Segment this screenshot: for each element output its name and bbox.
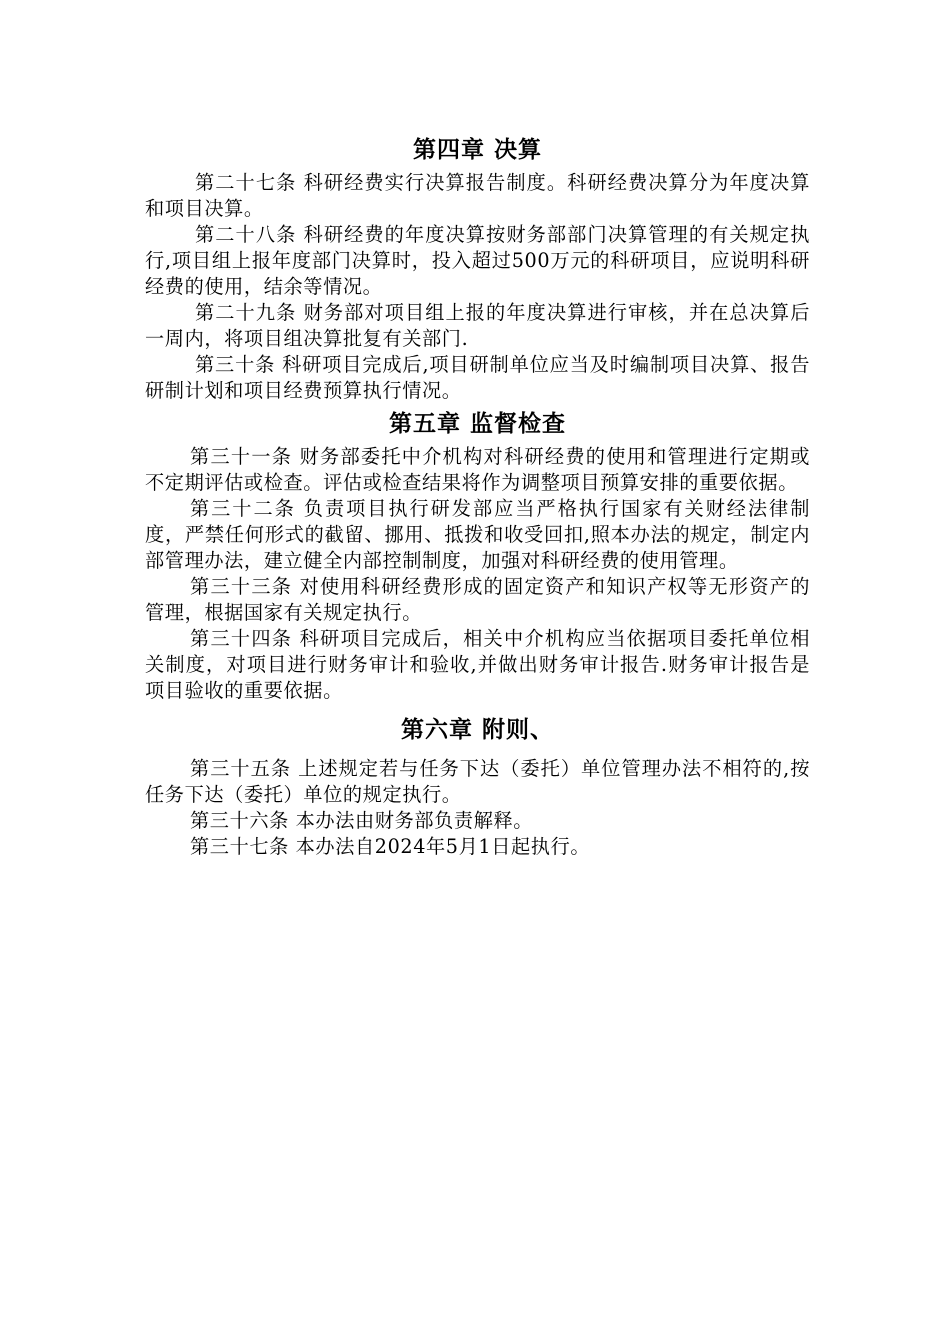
chapter-6-title: 第六章 附则、 [400,717,554,743]
article-35: 第三十五条 上述规定若与任务下达（委托）单位管理办法不相符的,按任务下达（委托）单位的规定执行。 [145,757,810,806]
article-34: 第三十四条 科研项目完成后，相关中介机构应当依据项目委托单位相关制度，对项目进行财务审计和验收,并做出财务审计报告.财务审计报告是项目验收的重要依据。 [145,627,810,702]
article-29: 第二十九条 财务部对项目组上报的年度决算进行审核，并在总决算后一周内，将项目组决算批复有关部门. [145,301,810,350]
article-36: 第三十六条 本办法由财务部负责解释。 [190,809,534,832]
article-27: 第二十七条 科研经费实行决算报告制度。科研经费决算分为年度决算和项目决算。 [145,171,810,220]
article-30: 第三十条 科研项目完成后,项目研制单位应当及时编制项目决算、报告研制计划和项目经费预算执行情况。 [145,353,810,402]
chapter-4-title: 第四章 决算 [412,137,542,163]
article-37: 第三十七条 本办法自2024年5月1日起执行。 [190,835,591,858]
article-28: 第二十八条 科研经费的年度决算按财务部部门决算管理的有关规定执行,项目组上报年度部门决算时，投入超过500万元的科研项目，应说明科研经费的使用，结余等情况。 [145,223,810,298]
article-33: 第三十三条 对使用科研经费形成的固定资产和知识产权等无形资产的管理，根据国家有关规定执行。 [145,575,810,624]
chapter-5-title: 第五章 监督检查 [388,411,566,437]
article-31: 第三十一条 财务部委托中介机构对科研经费的使用和管理进行定期或不定期评估或检查。评估或检查结果将作为调整项目预算安排的重要依据。 [145,445,810,494]
document-page [145,130,810,860]
article-32: 第三十二条 负责项目执行研发部应当严格执行国家有关财经法律制度，严禁任何形式的截留、挪用、抵拨和收受回扣,照本办法的规定，制定内部管理办法，建立健全内部控制制度，加强对科研经费的使用管理。 [145,497,810,572]
